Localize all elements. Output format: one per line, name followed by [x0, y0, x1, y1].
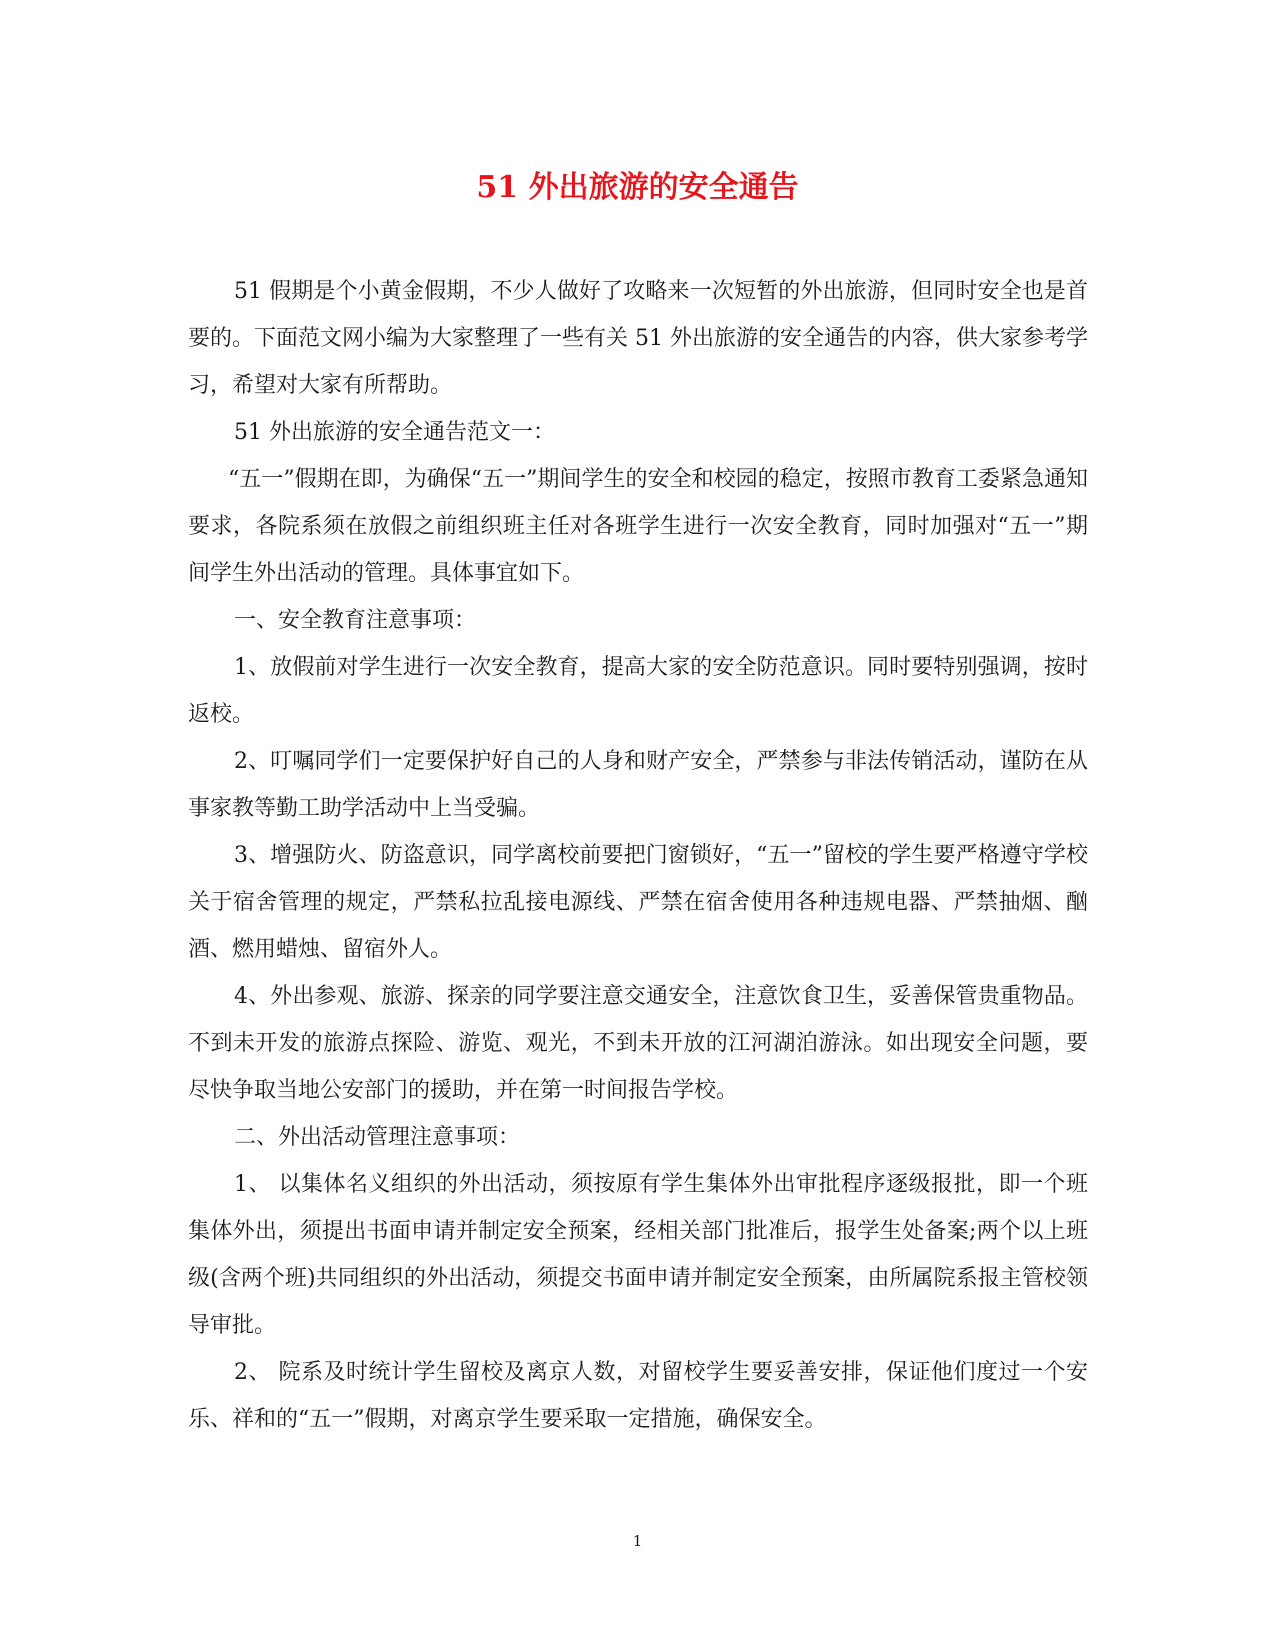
section-heading-safety-education: 一、安全教育注意事项：	[234, 608, 477, 633]
document-body	[188, 268, 1088, 1443]
section-heading-activity-management: 二、外出活动管理注意事项：	[234, 1125, 521, 1150]
document-title: 51 外出旅游的安全通告	[476, 170, 799, 205]
page-number: 1	[632, 1532, 643, 1550]
notice-paragraph: “五一”假期在即，为确保“五一”期间学生的安全和校园的稳定，按照市教育工委紧急通知要求，各院系须在放假之前组织班主任对各班学生进行一次安全教育，同时加强对“五一”期间学生外出活动的管理。具体事宜如下。	[188, 467, 1088, 586]
management-item-2: 2、 院系及时统计学生留校及离京人数，对留校学生要妥善安排，保证他们度过一个安乐、祥和的“五一”假期，对离京学生要采取一定措施，确保安全。	[188, 1360, 1088, 1432]
management-item-1: 1、 以集体名义组织的外出活动，须按原有学生集体外出审批程序逐级报批，即一个班集体外出，须提出书面申请并制定安全预案，经相关部门批准后，报学生处备案;两个以上班级(含两个班)共同组织的外出活动，须提交书面申请并制定安全预案，由所属院系报主管校领导审批。	[188, 1172, 1088, 1338]
safety-item-1: 1、放假前对学生进行一次安全教育，提高大家的安全防范意识。同时要特别强调，按时返校。	[188, 655, 1088, 727]
safety-item-4: 4、外出参观、旅游、探亲的同学要注意交通安全，注意饮食卫生，妥善保管贵重物品。不到未开发的旅游点探险、游览、观光，不到未开放的江河湖泊游泳。如出现安全问题，要尽快争取当地公安部门的援助，并在第一时间报告学校。	[188, 984, 1088, 1103]
safety-item-3: 3、增强防火、防盗意识，同学离校前要把门窗锁好，“五一”留校的学生要严格遵守学校关于宿舍管理的规定，严禁私拉乱接电源线、严禁在宿舍使用各种违规电器、严禁抽烟、酗酒、燃用蜡烛、留宿外人。	[188, 843, 1088, 962]
safety-item-2: 2、叮嘱同学们一定要保护好自己的人身和财产安全，严禁参与非法传销活动，谨防在从事家教等勤工助学活动中上当受骗。	[188, 749, 1088, 821]
sample-heading: 51 外出旅游的安全通告范文一：	[234, 420, 555, 445]
intro-paragraph: 51 假期是个小黄金假期，不少人做好了攻略来一次短暂的外出旅游，但同时安全也是首要的。下面范文网小编为大家整理了一些有关 51 外出旅游的安全通告的内容，供大家参考学习，希望对大家有所帮助。	[188, 279, 1088, 398]
